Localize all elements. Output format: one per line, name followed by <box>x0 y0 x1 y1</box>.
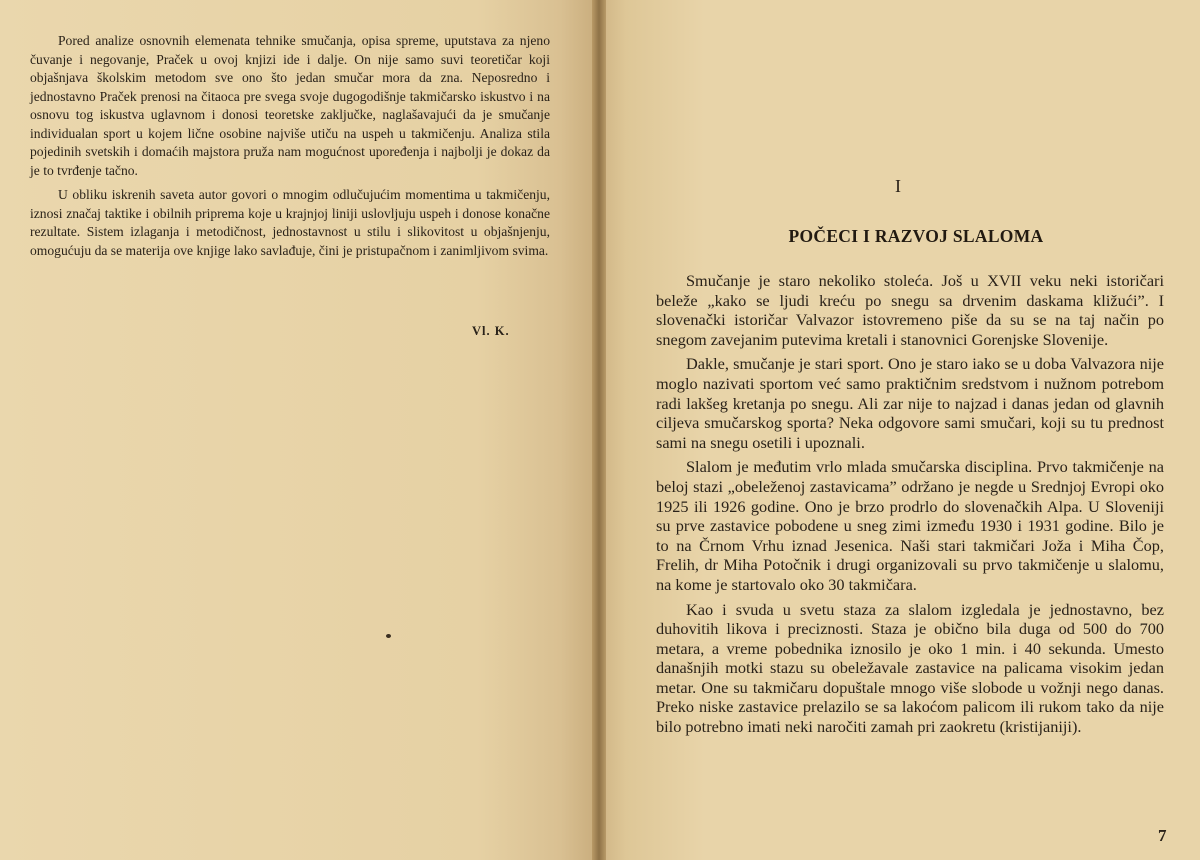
page-number: 7 <box>1158 826 1167 845</box>
right-paragraph-1: Smučanje je staro nekoliko stoleća. Još u XVII veku neki istoričari beleže „kako se ljudi kreću po snegu sa drvenim daskama kližući”. I slovenački istoričar Valvazor istovremeno piše da su se na taj način po snegom zavejanim putevima kretali i stanovnici Gorenjske Slovenije. <box>656 271 1164 349</box>
left-paragraph-2: U obliku iskrenih saveta autor govori o mnogim odlučujućim momentima u takmičenju, iznosi značaj taktike i obilnih priprema koje u krajnjoj liniji uslovljuju uspeh i donose konačne rezultate. Sistem izlaganja i metodičnost, jednostavnost u stilu i slikovitost u objašnjenju, omogućuju da se materija ove knjige lako savlađuje, čini je pristupačnom i zanimljivom svima. <box>30 187 550 258</box>
left-page <box>0 0 596 860</box>
right-paragraph-3: Slalom je međutim vrlo mlada smučarska disciplina. Prvo takmičenje na beloj stazi „obeleženoj zastavicama” održano je negde u Srednjoj Evropi oko 1925 ili 1926 godine. Ono je brzo prodrlo do slovenačkih Alpa. U Sloveniji su prve zastavice pobodene u sneg zimi između 1930 i 1931 godine. Bilo je to na Črnom Vrhu iznad Jesenica. Naši stari takmičari Joža i Miha Čop, Frelih, dr Miha Potočnik i drugi organizovali su prvo takmičenje u slalomu, na kome je startovalo oko 30 takmičara. <box>656 457 1164 594</box>
author-signature: Vl. K. <box>472 324 510 338</box>
chapter-number: I <box>895 176 901 196</box>
right-page <box>596 0 1200 860</box>
right-paragraph-2: Dakle, smučanje je stari sport. Ono je staro iako se u doba Valvazora nije moglo nazivati sportom već samo praktičnim sredstvom i nužnom potrebom radi lakšeg kretanja po snegu. Ali zar nije to najzad i danas jedan od glavnih ciljeva smučarskog sporta? Neka odgovore sami smučari, koji su tu prednost sami na snegu osetili i upoznali. <box>656 354 1164 452</box>
chapter-title: POČECI I RAZVOJ SLALOMA <box>788 226 1044 246</box>
left-page-body <box>30 32 550 266</box>
ink-speck <box>386 634 391 638</box>
book-gutter <box>592 0 606 860</box>
right-paragraph-4: Kao i svuda u svetu staza za slalom izgledala je jednostavno, bez duhovitih likova i preciznosti. Staza je obično bila duga od 500 do 700 metara, a vreme pobednika iznosilo je oko 1 min. i 40 sekunda. Umesto današnjih motki stazu su obeležavale zastavice na palicama visokim jedan metar. One su takmičaru dopuštale mnogo više slobode u vožnji nego danas. Preko niske zastavice prelazilo se sa lakoćom palicom ili rukom tako da nije bilo potrebno imati neki naročiti zamah pri zaokretu (kristijaniji). <box>656 599 1164 737</box>
left-paragraph-1: Pored analize osnovnih elemenata tehnike smučanja, opisa spreme, uputstava za njeno čuvanje i negovanje, Praček u ovoj knjizi ide i dalje. On nije samo suvi teoretičar koji objašnjava školskim metodom sve ono što jedan smučar mora da zna. Neposredno i jednostavno Praček prenosi na čitaoca pre svega svoje dugogodišnje takmičarsko iskustvo i na osnovu tog iskustva uglavnom i donosi teoretske zaključke, naglašavajući da je smučanje individualan sport u kojem lične osobine najviše utiču na uspeh u takmičenju. Analiza stila pojedinih svetskih i domaćih majstora pruža nam mogućnost upoređenja i najbolji je dokaz da je to tvrđenje tačno. <box>30 33 550 178</box>
right-page-body <box>656 271 1164 742</box>
